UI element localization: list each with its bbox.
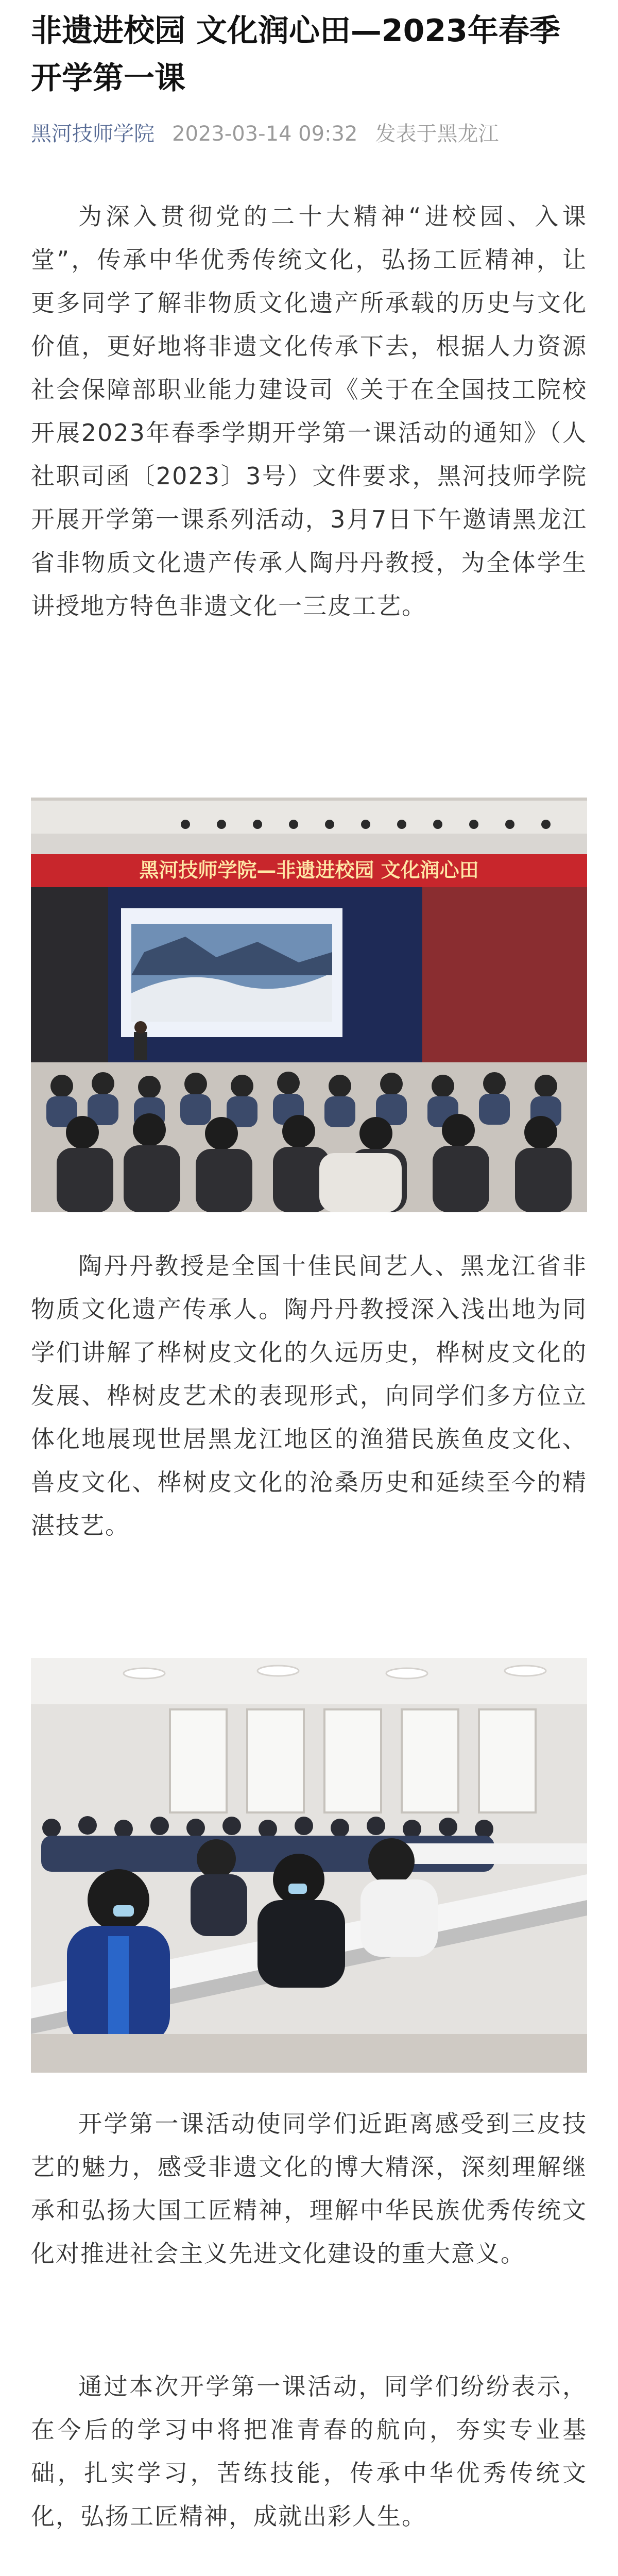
students-desks-image [31, 1658, 587, 2073]
publish-date: 2023-03-14 09:32 [172, 122, 358, 146]
article-title: 非遗进校园 文化润心田—2023年春季开学第一课 [31, 13, 560, 96]
photo1-banner-text: 黑河技师学院—非遗进校园 文化润心田 [139, 858, 479, 882]
paragraph-intro: 为深入贯彻党的二十大精神“进校园、入课堂”，传承中华优秀传统文化，弘扬工匠精神，让更多同学了解非物质文化遗产所承载的历史与文化价值，更好地将非遗文化传承下去，根据人力资源社会保障部职业能力建设司《关于在全国技工院校开展2023年春季学期开学第一课活动的通知》（人社职司函〔2023〕3号）文件要求，黑河技师学院开展开学第一课系列活动，3月7日下午邀请黑龙江省非物质文化遗产传承人陶丹丹教授，为全体学生讲授地方特色非遗文化一三皮工艺。 [31, 202, 587, 620]
article-meta [31, 120, 587, 148]
lecture-hall-photo[interactable] [31, 798, 587, 1212]
paragraph-significance: 开学第一课活动使同学们近距离感受到三皮技艺的魅力，感受非遗文化的博大精深，深刻理解继承和弘扬大国工匠精神，理解中华民族优秀传统文化对推进社会主义先进文化建设的重大意义。 [31, 2110, 587, 2267]
paragraph-reflection: 通过本次开学第一课活动，同学们纷纷表示，在今后的学习中将把准青春的航向，夯实专业基础，扎实学习，苦练技能，传承中华优秀传统文化，弘扬工匠精神，成就出彩人生。 [31, 2372, 587, 2530]
publish-location: 发表于黑龙江 [375, 122, 499, 146]
students-desks-photo[interactable] [31, 1658, 587, 2073]
lecture-hall-image [31, 798, 587, 1212]
paragraph-lecturer: 陶丹丹教授是全国十佳民间艺人、黑龙江省非物质文化遗产传承人。陶丹丹教授深入浅出地为同学们讲解了桦树皮文化的久远历史，桦树皮文化的发展、桦树皮艺术的表现形式，向同学们多方位立体化地展现世居黑龙江地区的渔猎民族鱼皮文化、兽皮文化、桦树皮文化的沧桑历史和延续至今的精湛技艺。 [31, 1252, 587, 1539]
account-name-link[interactable]: 黑河技师学院 [31, 122, 154, 146]
